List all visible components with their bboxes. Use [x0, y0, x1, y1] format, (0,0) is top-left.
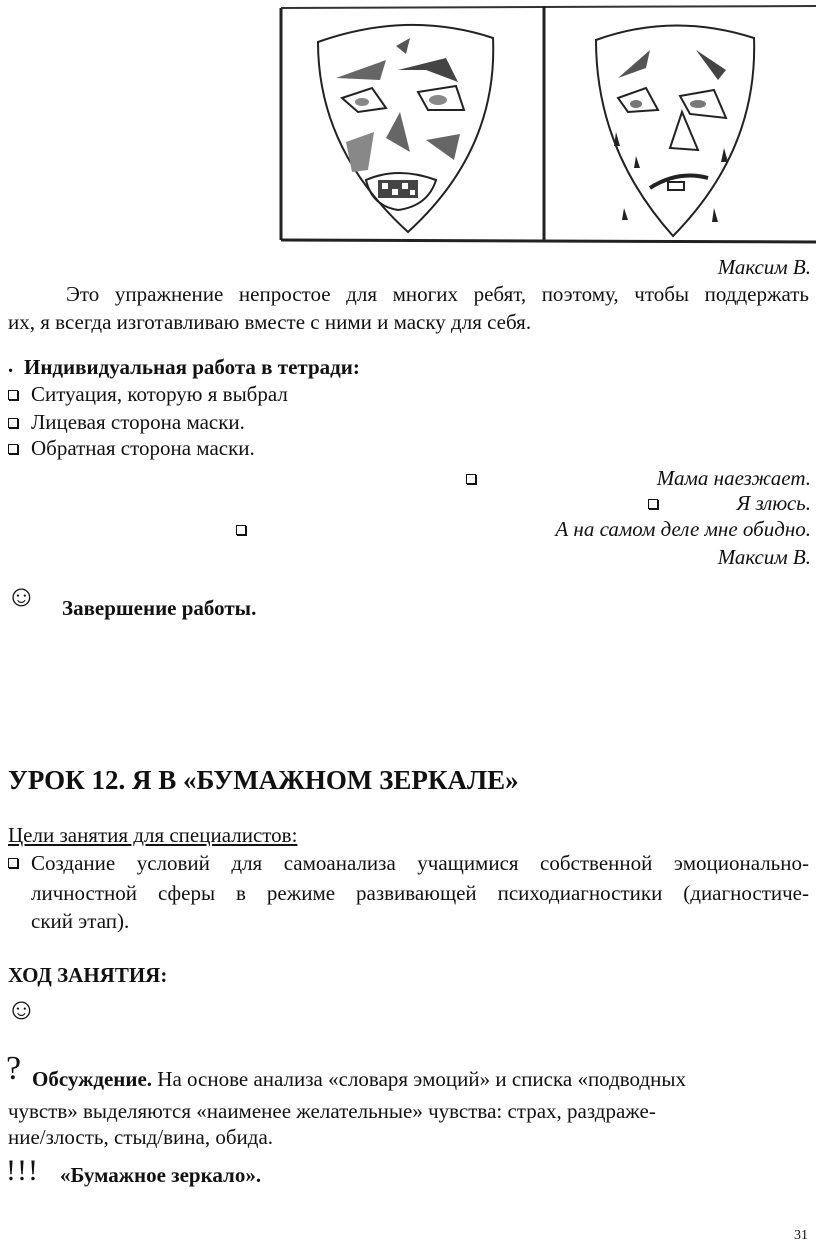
page-number: 31 — [794, 1228, 808, 1243]
checkbox-bullet-icon — [648, 499, 658, 509]
checkbox-bullet-icon — [8, 444, 18, 454]
masks-illustration — [278, 0, 816, 250]
discussion-line-2: чувств» выделяются «наименее желательные» чувства: страх, раздраже- — [8, 1099, 656, 1123]
checkbox-bullet-icon — [236, 525, 246, 535]
goals-heading: Цели занятия для специалистов: — [8, 823, 298, 847]
checkbox-bullet-icon — [8, 858, 18, 868]
discussion-label: Обсуждение. — [32, 1067, 153, 1091]
smiley-icon: ☺ — [6, 580, 37, 613]
finish-label: Завершение работы. — [62, 596, 257, 620]
goal-line: ский этап). — [31, 909, 130, 933]
intro-line-1: Это упражнение непростое для многих ребят, поэтому, чтобы поддержать — [66, 282, 809, 306]
smiley-icon: ☺ — [6, 993, 37, 1026]
goal-line: личностной сферы в режиме развивающей психодиагностики (диагностиче- — [31, 881, 809, 905]
progress-heading: ХОД ЗАНЯТИЯ: — [8, 963, 168, 987]
checkbox-bullet-icon — [8, 418, 18, 428]
answers-author: Максим В. — [717, 545, 811, 569]
masks-drawing — [278, 0, 816, 250]
intro-line-2: их, я всегда изготавливаю вместе с ними и маску для себя. — [8, 310, 532, 334]
goal-line: Создание условий для самоанализа учащимися собственной эмоционально- — [31, 851, 809, 875]
answer-line: Мама наезжает. — [656, 466, 811, 490]
question-icon: ? — [6, 1050, 22, 1087]
discussion-line-1 — [32, 1066, 686, 1092]
individual-heading: Индивидуальная работа в тетради: — [24, 355, 360, 379]
masks-caption: Максим В. — [717, 255, 811, 279]
checkbox-bullet-icon — [8, 390, 18, 400]
individual-marker: . — [8, 353, 14, 377]
discussion-text: На основе анализа «словаря эмоций» и списка «подводных — [157, 1067, 686, 1091]
sad-mask — [596, 25, 754, 236]
mirror-label: «Бумажное зеркало». — [60, 1163, 262, 1187]
discussion-line-3: ние/злость, стыд/вина, обида. — [8, 1125, 274, 1149]
answer-line: Я злюсь. — [736, 491, 811, 515]
exclamation-icon: !!! — [6, 1154, 39, 1187]
checkbox-bullet-icon — [466, 474, 476, 484]
lesson-title: УРОК 12. Я В «БУМАЖНОМ ЗЕРКАЛЕ» — [8, 765, 519, 795]
angry-mask — [318, 25, 493, 232]
answer-line: А на самом деле мне обидно. — [555, 517, 811, 541]
